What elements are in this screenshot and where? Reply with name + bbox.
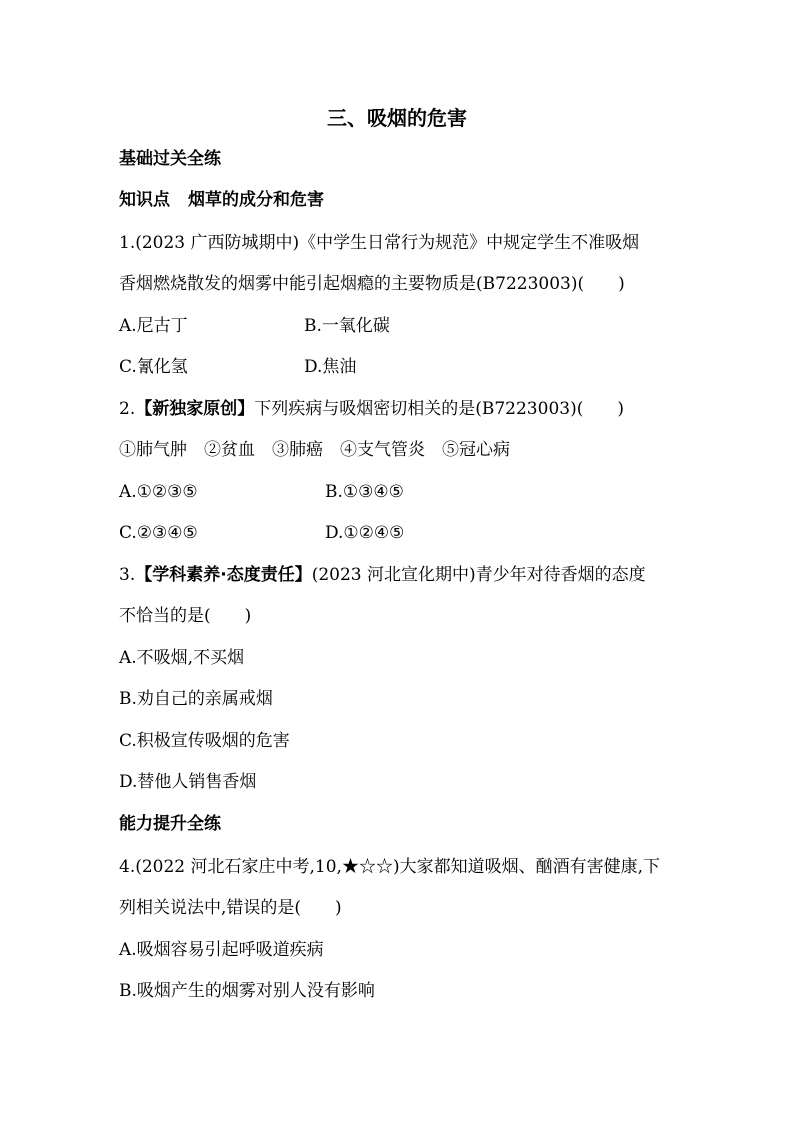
section-heading-basic: 基础过关全练 bbox=[119, 149, 221, 169]
q2-tag: 【新独家原创】 bbox=[135, 399, 255, 419]
q3-number: 3. bbox=[119, 565, 136, 585]
q3-option-d: D.替他人销售香烟 bbox=[119, 772, 257, 792]
q4-option-a: A.吸烟容易引起呼吸道疾病 bbox=[119, 940, 324, 960]
q4-stem-line1: 4.(2022 河北石家庄中考,10,★☆☆)大家都知道吸烟、酗酒有害健康,下 bbox=[119, 857, 660, 877]
q3-option-b: B.劝自己的亲属戒烟 bbox=[119, 689, 273, 709]
knowledge-topic: 烟草的成分和危害 bbox=[188, 190, 324, 210]
q2-stem bbox=[119, 397, 624, 421]
q3-tag: 【学科素养·态度责任】 bbox=[135, 565, 312, 585]
q1-option-c: C.氰化氢 bbox=[119, 357, 188, 377]
q1-stem-line2: 香烟燃烧散发的烟雾中能引起烟瘾的主要物质是(B7223003)( ) bbox=[119, 274, 625, 294]
q3-option-a: A.不吸烟,不买烟 bbox=[119, 648, 245, 668]
q1-option-b: B.一氧化碳 bbox=[304, 316, 390, 336]
q3-stem-line1 bbox=[119, 563, 646, 587]
q1-option-a: A.尼古丁 bbox=[119, 316, 188, 336]
q2-items: ①肺气肿 ②贫血 ③肺癌 ④支气管炎 ⑤冠心病 bbox=[119, 440, 510, 460]
q1-stem-line1: 1.(2023 广西防城期中)《中学生日常行为规范》中规定学生不准吸烟 bbox=[119, 233, 640, 253]
q1-option-d: D.焦油 bbox=[304, 357, 357, 377]
q2-option-c: C.②③④⑤ bbox=[119, 523, 198, 543]
q2-number: 2. bbox=[119, 399, 136, 419]
section-heading-advanced: 能力提升全练 bbox=[119, 814, 221, 834]
q3-text: (2023 河北宣化期中)青少年对待香烟的态度 bbox=[311, 565, 646, 585]
q4-option-b: B.吸烟产生的烟雾对别人没有影响 bbox=[119, 981, 375, 1001]
page-title: 三、吸烟的危害 bbox=[327, 106, 467, 130]
knowledge-point-heading bbox=[119, 188, 324, 212]
q3-option-c: C.积极宣传吸烟的危害 bbox=[119, 731, 290, 751]
q2-option-d: D.①②④⑤ bbox=[325, 523, 405, 543]
q3-stem-line2: 不恰当的是( ) bbox=[119, 606, 252, 626]
q2-option-a: A.①②③⑤ bbox=[119, 482, 198, 502]
q4-stem-line2: 列相关说法中,错误的是( ) bbox=[119, 898, 342, 918]
q2-option-b: B.①③④⑤ bbox=[325, 482, 404, 502]
q2-text: 下列疾病与吸烟密切相关的是(B7223003)( ) bbox=[254, 399, 624, 419]
knowledge-label: 知识点 bbox=[119, 190, 170, 210]
